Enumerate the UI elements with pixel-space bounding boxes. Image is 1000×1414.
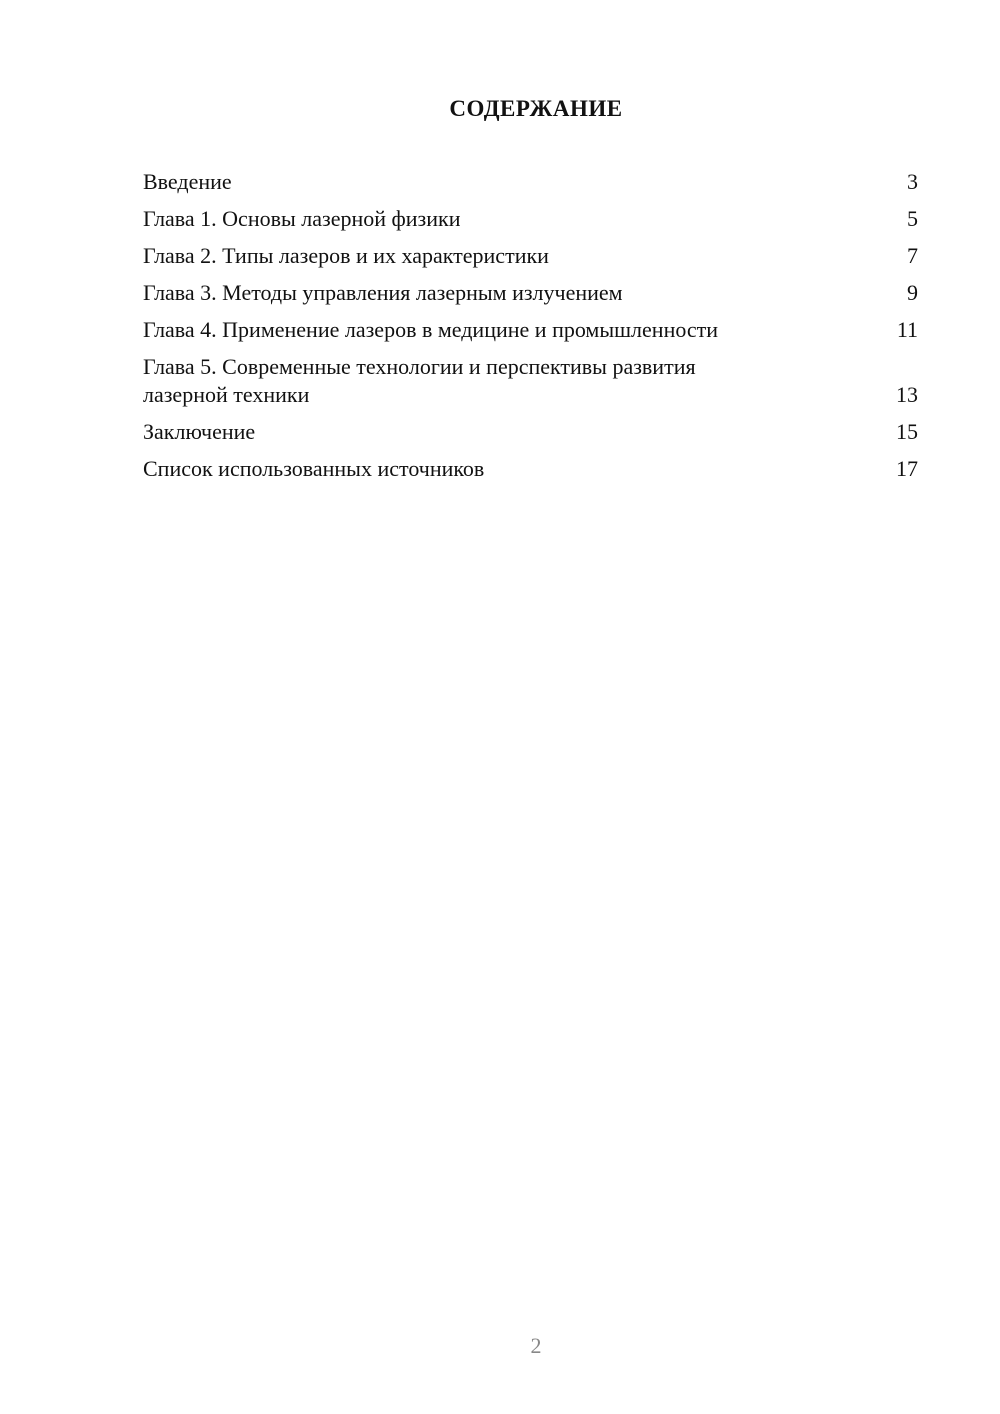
toc-entry-references <box>143 455 918 483</box>
toc-entry-label: Глава 1. Основы лазерной физики <box>143 206 461 231</box>
table-of-contents <box>143 168 918 492</box>
toc-entry-page: 13 <box>896 382 918 407</box>
toc-entry-page: 17 <box>896 456 918 481</box>
toc-entry-chapter-1 <box>143 205 918 233</box>
toc-entry-page: 5 <box>907 206 918 231</box>
toc-entry-chapter-2 <box>143 242 918 270</box>
toc-entry-label: Введение <box>143 169 232 194</box>
toc-entry-introduction <box>143 168 918 196</box>
toc-entry-label: Глава 4. Применение лазеров в медицине и промышленности <box>143 317 719 342</box>
toc-entry-label: Список использованных источников <box>143 456 485 481</box>
toc-entry-chapter-3 <box>143 279 918 307</box>
toc-entry-page: 11 <box>896 317 918 342</box>
toc-entry-label: Глава 2. Типы лазеров и их характеристики <box>143 243 549 268</box>
page-number: 2 <box>530 1333 542 1358</box>
toc-entry-page: 7 <box>907 243 918 268</box>
toc-entry-page: 3 <box>907 169 918 194</box>
toc-entry-label: Глава 5. Современные технологии и перспективы развития лазерной техники <box>143 354 696 407</box>
toc-title: СОДЕРЖАНИЕ <box>449 96 623 121</box>
toc-entry-chapter-5 <box>143 353 918 409</box>
toc-entry-page: 15 <box>896 419 918 444</box>
toc-entry-page: 9 <box>907 280 918 305</box>
toc-entry-label: Глава 3. Методы управления лазерным излучением <box>143 280 623 305</box>
toc-entry-conclusion <box>143 418 918 446</box>
toc-entry-chapter-4 <box>143 316 918 344</box>
toc-entry-label: Заключение <box>143 419 256 444</box>
